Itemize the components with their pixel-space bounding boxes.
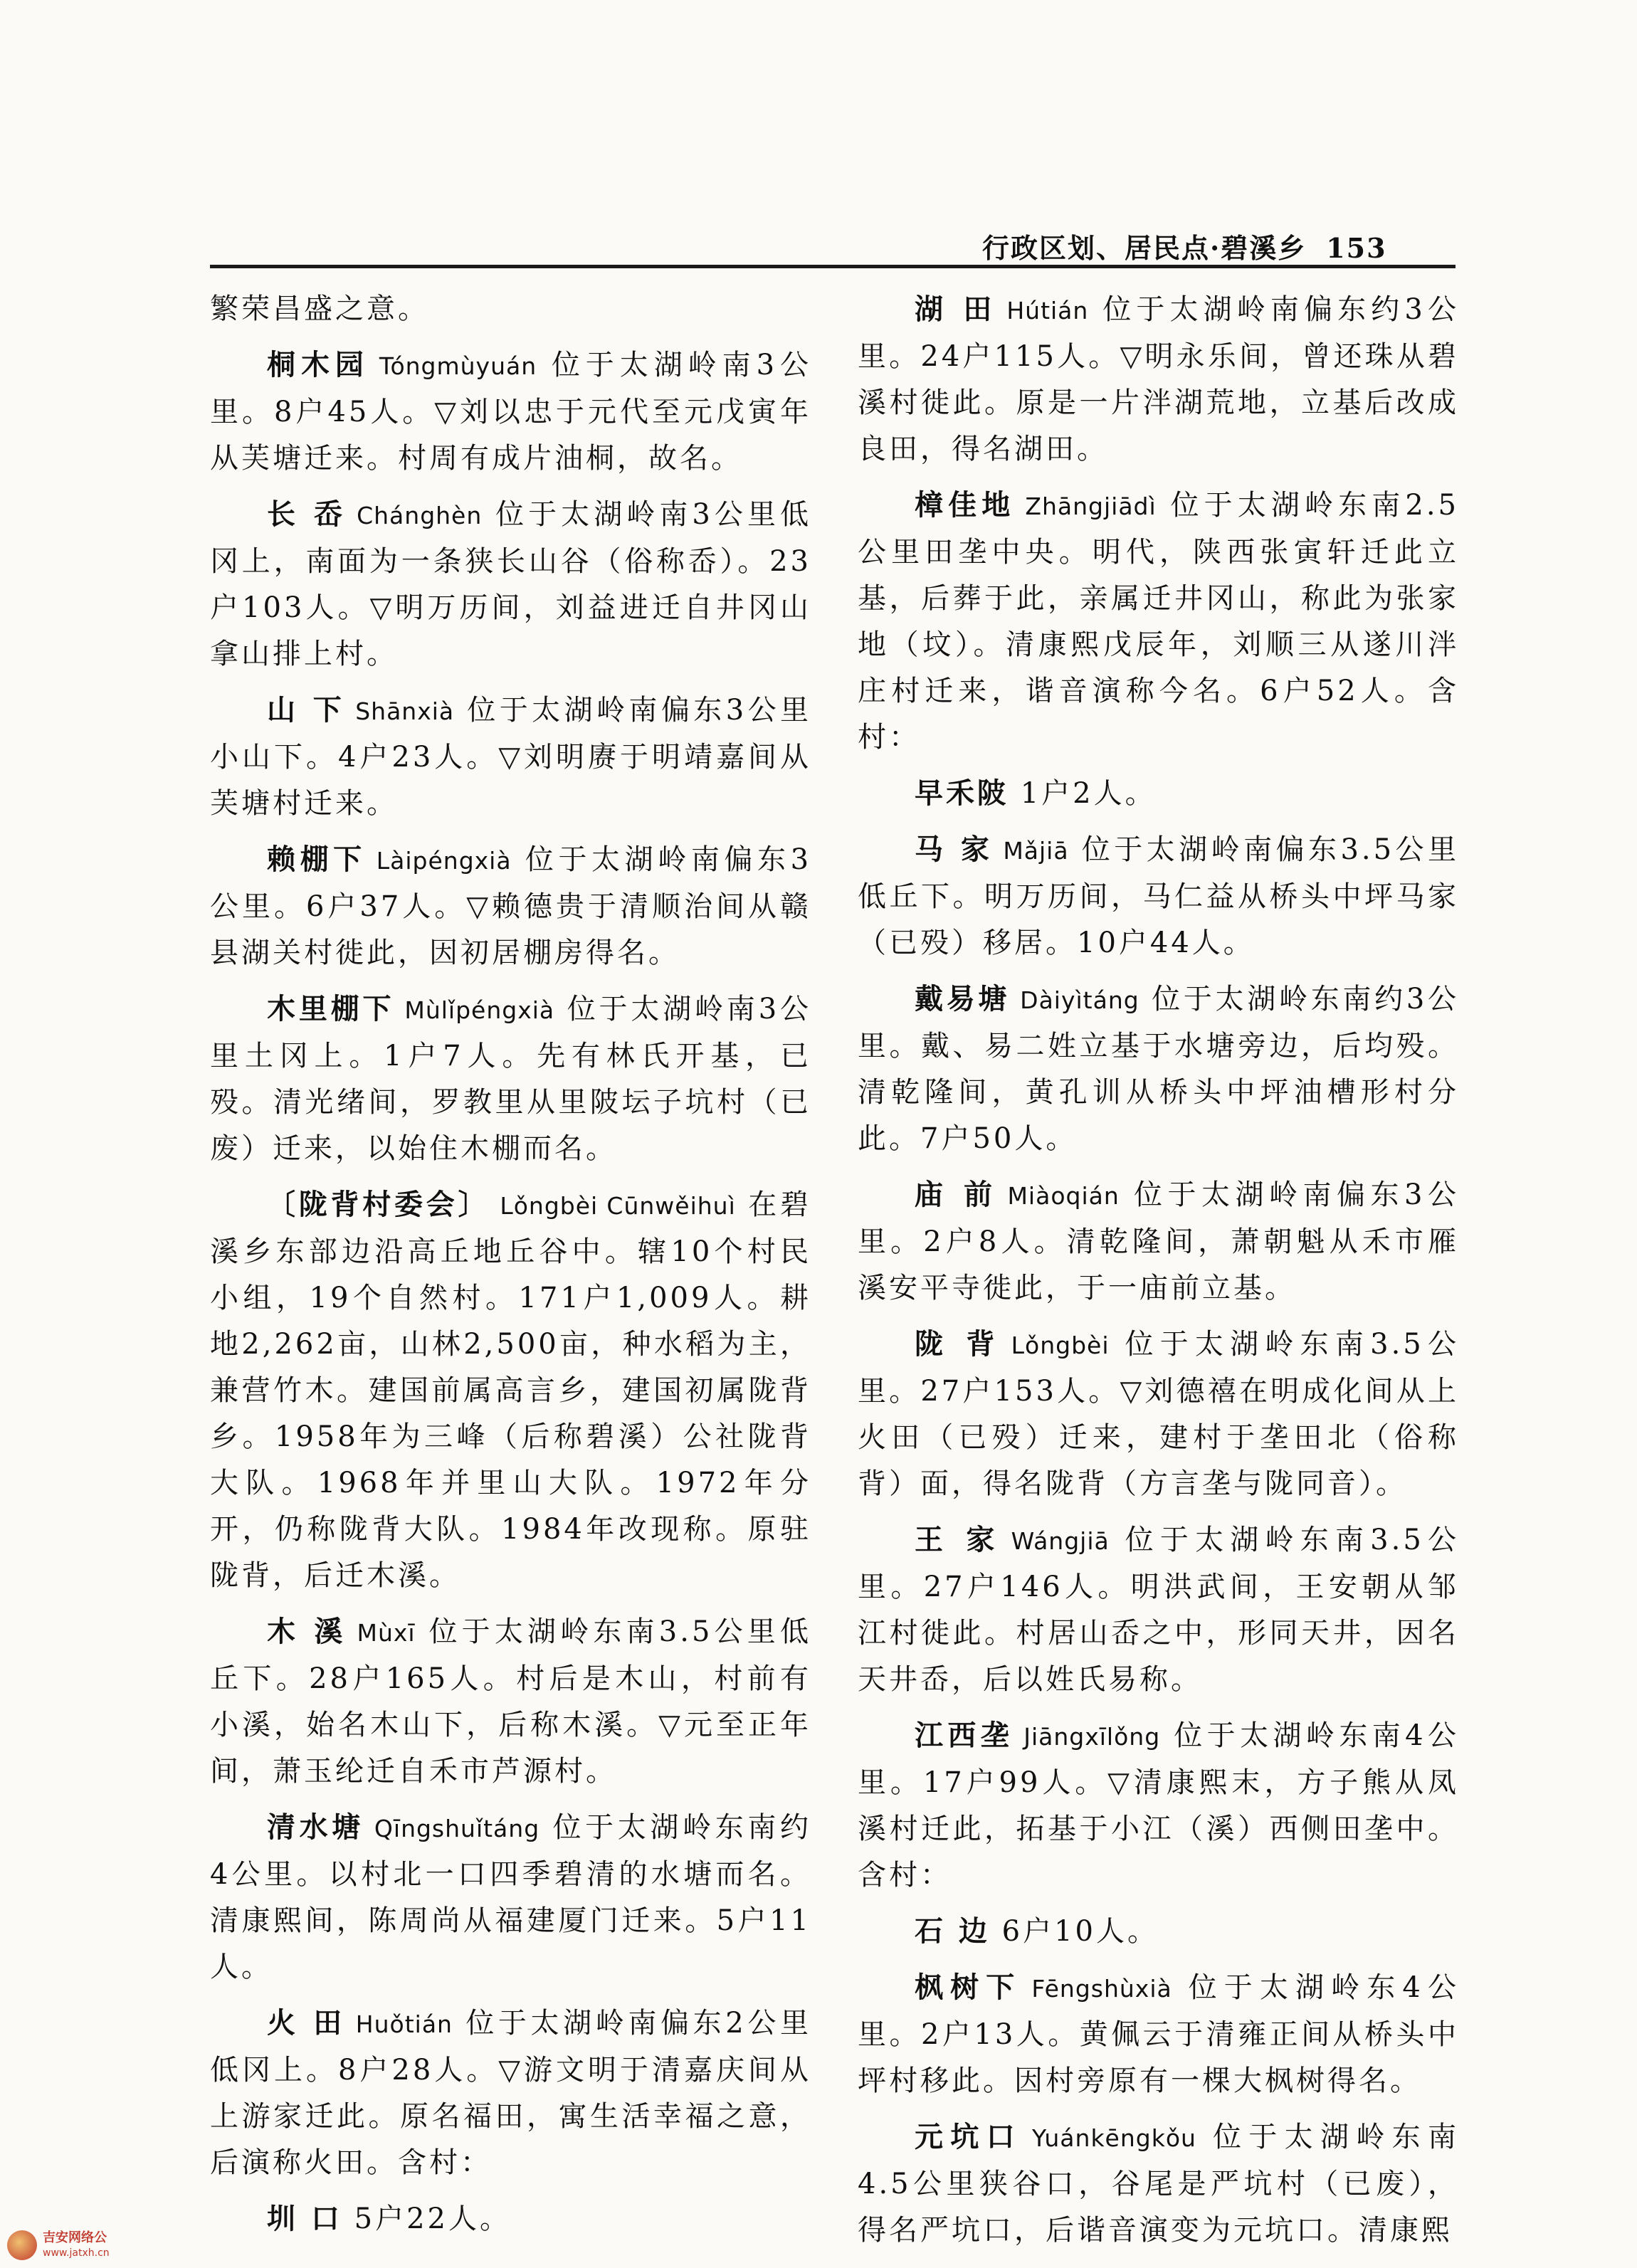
place-name: 庙 前 <box>915 1178 998 1211</box>
entry-text: 位于太湖岭南偏东3公里小山下。4户23人。▽刘明赓于明靖嘉间从芙塘村迁来。 <box>210 694 812 820</box>
entry-paragraph <box>210 687 811 827</box>
entry-paragraph <box>858 286 1459 473</box>
entry-paragraph <box>858 770 1459 817</box>
entry-text: 5户22人。 <box>354 2203 512 2235</box>
entry-text: 位于太湖岭东南4.5公里狭谷口，谷尾是严坑村（已废），得名严坑口，后谐音演变为元坑口。清康熙 <box>858 2121 1460 2247</box>
place-romanization: Chánghèn <box>357 502 483 529</box>
page-number: 153 <box>1326 232 1387 264</box>
entry-text: 位于太湖岭南3公里低冈上，南面为一条狭长山谷（俗称岙）。23户103人。▽明万历间，刘益进迁自井冈山拿山排上村。 <box>210 498 811 670</box>
place-name: 陇 背 <box>915 1327 1001 1361</box>
entry-text: 在碧溪乡东部边沿高丘地丘谷中。辖10个村民小组，19个自然村。171户1,009人。耕地2,262亩，山林2,500亩，种水稻为主，兼营竹木。建国前属高言乡，建国初属陇背乡。1958年为三峰（后称碧溪）公社陇背大队。1968年并里山大队。1972年分开，仍称陇背大队。1984年改现称。原驻陇背，后迁木溪。 <box>210 1188 812 1592</box>
entry-text: 位于太湖岭南偏东约3公里。24户115人。▽明永乐间，曾还珠从碧溪村徙此。原是一片泮湖荒地，立基后改成良田，得名湖田。 <box>858 293 1459 465</box>
entry-text: 位于太湖岭东南3.5公里低丘下。28户165人。村后是木山，村前有小溪，始名木山下，后称木溪。▽元至正年间，萧玉纶迁自禾市芦源村。 <box>210 1615 811 1788</box>
place-name: 清水塘 <box>267 1810 364 1844</box>
place-romanization: Shānxià <box>355 697 455 725</box>
place-romanization: Dàiyìtáng <box>1020 986 1139 1014</box>
entry-text: 6户10人。 <box>1001 1915 1159 1948</box>
entry-text: 位于太湖岭东南3.5公里。27户146人。明洪武间，王安朝从邹江村徙此。村居山岙之中，形同天井，因名天井岙，后以姓氏易称。 <box>858 1524 1459 1696</box>
place-name: 石 边 <box>915 1914 990 1948</box>
place-name: 江西垄 <box>915 1719 1014 1752</box>
place-romanization: Mǎjiā <box>1003 837 1069 865</box>
place-name: 湖 田 <box>915 292 997 326</box>
entry-paragraph <box>210 2000 811 2186</box>
left-column <box>210 286 812 2235</box>
place-name: 长 岙 <box>267 497 347 531</box>
entry-paragraph <box>210 2195 811 2242</box>
entry-text: 位于太湖岭南3公里。8户45人。▽刘以忠于元代至元戊寅年从芙塘迁来。村周有成片油桐，故名。 <box>210 349 812 475</box>
place-romanization: Miàoqián <box>1007 1182 1120 1210</box>
entry-text: 位于太湖岭东南约4公里。以村北一口四季碧清的水塘而名。清康熙间，陈周尚从福建厦门迁来。5户11人。 <box>210 1811 811 1983</box>
place-name: 赖棚下 <box>267 843 367 876</box>
place-name: 山 下 <box>267 693 346 727</box>
place-name: 木 溪 <box>267 1615 347 1648</box>
entry-paragraph <box>858 826 1459 966</box>
entry-text: 1户2人。 <box>1020 777 1157 810</box>
right-column <box>858 286 1460 2247</box>
entry-text: 位于太湖岭东南约3公里。戴、易二姓立基于水塘旁边，后均殁。清乾隆间，黄孔训从桥头中坪油槽形村分此。7户50人。 <box>858 983 1460 1155</box>
entry-paragraph <box>210 342 811 482</box>
place-romanization: Làipéngxià <box>376 847 512 875</box>
entry-text: 繁荣昌盛之意。 <box>210 292 429 325</box>
entry-text: 位于太湖岭南偏东3公里。2户8人。清乾隆间，萧朝魁从禾市雁溪安平寺徙此，于一庙前立基。 <box>858 1178 1460 1304</box>
entry-paragraph <box>858 1908 1459 1955</box>
entry-paragraph <box>210 1804 811 1990</box>
place-romanization: Yuánkēngkǒu <box>1032 2124 1196 2152</box>
place-romanization: Fēngshùxià <box>1031 1975 1172 2003</box>
entry-text: 位于太湖岭东南4公里。17户99人。▽清康熙末，方子熊从凤溪村迁此，拓基于小江（溪）西侧田垄中。含村： <box>858 1719 1459 1892</box>
entry-paragraph <box>210 1608 811 1795</box>
place-romanization: Lǒngbèi Cūnwěihuì <box>500 1192 736 1220</box>
place-romanization: Qīngshuǐtáng <box>374 1815 540 1842</box>
entry-paragraph <box>210 491 811 677</box>
place-romanization: Zhāngjiādì <box>1025 492 1157 520</box>
place-name: 樟佳地 <box>915 488 1016 522</box>
entry-paragraph <box>858 1517 1459 1703</box>
place-romanization: Wángjiā <box>1011 1527 1110 1555</box>
place-romanization: Tóngmùyuán <box>379 352 537 380</box>
watermark-url: www.jatxh.cn <box>43 2247 110 2259</box>
place-name: 元坑口 <box>915 2120 1023 2153</box>
entry-text: 位于太湖岭南偏东2公里低冈上。8户28人。▽游文明于清嘉庆间从上游家迁此。原名福田，寓生活幸福之意，后演称火田。含村： <box>210 2007 811 2179</box>
entry-text: 位于太湖岭东南3.5公里。27户153人。▽刘德禧在明成化间从上火田（已殁）迁来，建村于垄田北（俗称背）面，得名陇背（方言垄与陇同音）。 <box>858 1328 1459 1500</box>
entry-paragraph <box>858 976 1459 1162</box>
place-name: 木里棚下 <box>267 992 395 1025</box>
place-romanization: Lǒngbèi <box>1011 1331 1110 1359</box>
entry-paragraph <box>858 482 1459 761</box>
section-title: 行政区划、居民点·碧溪乡 <box>982 232 1307 264</box>
entry-text: 位于太湖岭南3公里土冈上。1户7人。先有林氏开基，已殁。清光绪间，罗教里从里陂坛子坑村（已废）迁来，以始住木棚而名。 <box>210 993 812 1165</box>
place-name: 火 田 <box>267 2006 346 2040</box>
entry-paragraph <box>858 1321 1459 1507</box>
place-romanization: Huǒtián <box>355 2010 453 2038</box>
entry-text: 位于太湖岭南偏东3.5公里低丘下。明万历间，马仁益从桥头中坪马家（已殁）移居。10户44人。 <box>858 833 1459 959</box>
entry-text: 位于太湖岭东南2.5公里田垄中央。明代，陕西张寅轩迁此立基，后葬于此，亲属迁井冈山，称此为张家地（坟）。清康熙戊辰年，刘顺三从遂川泮庄村迁来，谐音演称今名。6户52人。含村： <box>858 489 1459 754</box>
entry-paragraph <box>210 286 811 332</box>
watermark <box>7 2226 164 2265</box>
watermark-text: 吉安网络公 <box>43 2230 107 2245</box>
place-name: 桐木园 <box>267 348 369 381</box>
place-name: 戴易塘 <box>915 982 1011 1016</box>
entry-paragraph <box>858 1712 1459 1899</box>
place-name: 圳 口 <box>267 2202 342 2235</box>
place-name: 马 家 <box>915 833 994 866</box>
entry-paragraph <box>210 1181 811 1599</box>
entry-paragraph <box>858 1171 1459 1312</box>
place-name: 王 家 <box>915 1523 1001 1556</box>
place-romanization: Jiāngxīlǒng <box>1023 1723 1161 1751</box>
place-name: 〔陇背村委会〕 <box>267 1188 490 1221</box>
header-rule <box>210 265 1456 268</box>
entry-paragraph <box>210 986 811 1172</box>
entry-paragraph <box>210 836 811 976</box>
entry-paragraph <box>858 1964 1459 2104</box>
place-name: 枫树下 <box>915 1971 1022 2004</box>
entry-text: 位于太湖岭南偏东3公里。6户37人。▽赖德贵于清顺治间从赣县湖关村徙此，因初居棚房得名。 <box>210 843 812 969</box>
place-romanization: Hútián <box>1006 297 1089 325</box>
watermark-logo-icon <box>7 2230 37 2260</box>
running-header <box>982 226 1438 265</box>
place-romanization: Mùxī <box>357 1619 416 1647</box>
place-romanization: Mùlǐpéngxià <box>404 996 555 1024</box>
entry-paragraph <box>858 2114 1459 2254</box>
entry-text: 位于太湖岭东4公里。2户13人。黄佩云于清雍正间从桥头中坪村移此。因村旁原有一棵大枫树得名。 <box>858 1971 1460 2097</box>
place-name: 早禾陂 <box>915 776 1009 810</box>
